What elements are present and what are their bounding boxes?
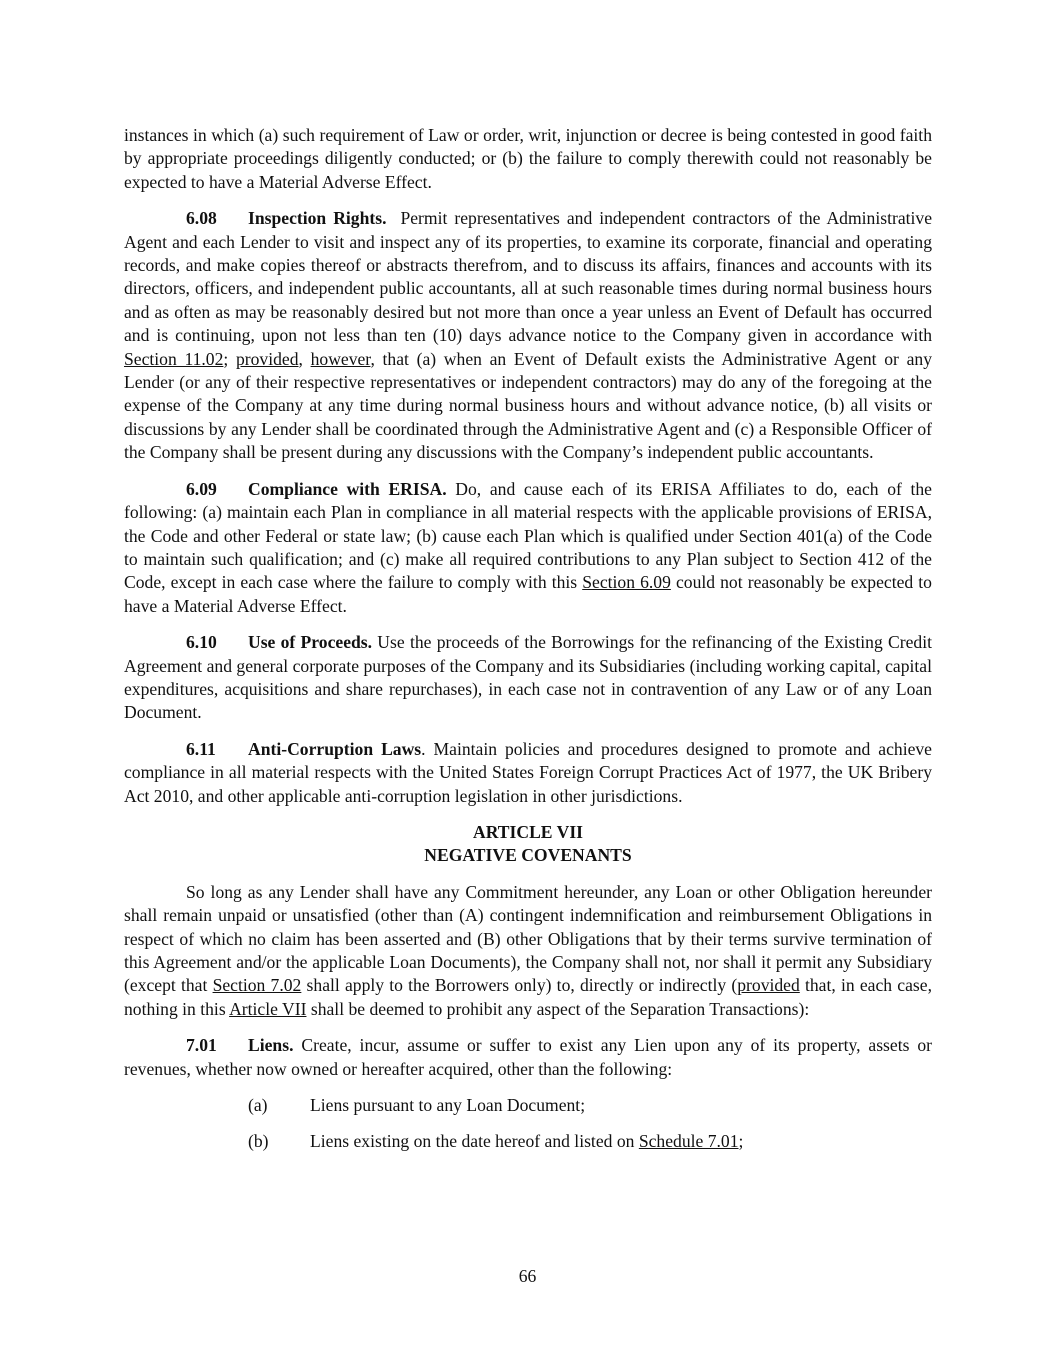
section-title: Liens. bbox=[248, 1035, 294, 1056]
paragraph-text: that, in each case, nothing in this bbox=[124, 975, 932, 1019]
list-item bbox=[248, 1130, 932, 1153]
section-title: Anti-Corruption Laws bbox=[248, 738, 422, 759]
paragraph-text: shall be deemed to prohibit any aspect of the Separation Transactions): bbox=[306, 998, 810, 1019]
document-page bbox=[124, 124, 932, 1167]
section-6-10 bbox=[124, 631, 932, 725]
section-number: 7.01 bbox=[186, 1035, 217, 1056]
however-term: however bbox=[310, 348, 371, 369]
section-title: Use of Proceeds. bbox=[248, 632, 373, 653]
list-item-body: Liens existing on the date hereof and listed on bbox=[310, 1131, 639, 1152]
section-6-11 bbox=[124, 738, 932, 808]
section-number: 6.09 bbox=[186, 478, 217, 499]
section-text: Do, and cause each of its ERISA Affiliates to do, each of the following: (a) maintain each Plan in compliance in all material respects with the applicable provisions of ERISA, the Code and other Federal or state law; (b) cause each Plan which is qualified under Section 401(a) of the Code to maintain such qualification; and (c) make all required contributions to any Plan subject to Section 412 of the Code, except in each case where the failure to comply with this bbox=[124, 478, 932, 593]
paragraph-intro-text: instances in which (a) such requirement of Law or order, writ, injunction or decree is being contested in good faith by appropriate proceedings diligently conducted; or (b) the failure to comply therewith could not reasonably be expected to have a Material Adverse Effect. bbox=[124, 125, 932, 192]
article-intro-paragraph bbox=[124, 881, 932, 1021]
section-6-09-reference: Section 6.09 bbox=[582, 572, 671, 593]
section-title: Inspection Rights. bbox=[248, 208, 387, 229]
paragraph-text: shall apply to the Borrowers only) to, directly or indirectly ( bbox=[301, 975, 738, 996]
section-title: Compliance with ERISA. bbox=[248, 478, 447, 499]
section-text: Use the proceeds of the Borrowings for the refinancing of the Existing Credit Agreement and general corporate purposes of the Company and its Subsidiaries (including working capital, capital expenditures, acquisitions and share repurchases), in each case not in contravention of any Law or of any Loan Document. bbox=[124, 632, 932, 723]
section-7-02-reference: Section 7.02 bbox=[212, 975, 302, 996]
section-text: . Maintain policies and procedures designed to promote and achieve compliance in all material respects with the United States Foreign Corrupt Practices Act of 1977, the UK Bribery Act 2010, and other applicable anti-corruption legislation in other jurisdictions. bbox=[124, 738, 932, 806]
section-text: Permit representatives and independent contractors of the Administrative Agent and each Lender to visit and inspect any of its properties, to examine its corporate, financial and operating records, and make copies thereof or abstracts therefrom, and to discuss its affairs, finances and accounts with its directors, officers, and independent public accountants, all at such reasonable times during normal business hours and as often as may be reasonably desired but not more than once a year unless an Event of Default has occurred and is continuing, upon not less than ten (10) days advance notice to the Company given in accordance with bbox=[124, 208, 933, 346]
list-item bbox=[248, 1094, 932, 1117]
article-heading bbox=[124, 821, 932, 868]
section-number: 6.08 bbox=[186, 208, 217, 229]
section-text: could not reasonably be expected to have a Material Adverse Effect. bbox=[124, 572, 932, 616]
article-vii-reference: Article VII bbox=[229, 998, 307, 1019]
separator: , bbox=[298, 348, 311, 369]
separator: ; bbox=[223, 348, 236, 369]
section-text: Create, incur, assume or suffer to exist any Lien upon any of its property, assets or revenues, whether now owned or hereafter acquired, other than the following: bbox=[124, 1035, 932, 1079]
section-11-02-reference: Section 11.02 bbox=[124, 348, 224, 369]
list-item-text bbox=[310, 1130, 743, 1153]
schedule-7-01-reference: Schedule 7.01 bbox=[638, 1131, 739, 1152]
section-6-09 bbox=[124, 478, 932, 618]
list-item-text bbox=[310, 1094, 585, 1117]
list-item-body: Liens pursuant to any Loan Document; bbox=[310, 1095, 586, 1116]
page-number: 66 bbox=[518, 1266, 537, 1286]
article-title: NEGATIVE COVENANTS bbox=[424, 845, 632, 866]
provided-term: provided bbox=[737, 975, 800, 996]
paragraph-text: So long as any Lender shall have any Commitment hereunder, any Loan or other Obligation hereunder shall remain unpaid or unsatisfied (other than (A) contingent indemnification and reimbursement Obligations in respect of which no claim has been asserted and (B) other Obligations that by their terms survive termination of this Agreement and/or the applicable Loan Documents), the Company shall not, nor shall it permit any Subsidiary (except that bbox=[124, 881, 932, 996]
list-item-label: (a) bbox=[248, 1095, 268, 1116]
article-number: ARTICLE VII bbox=[472, 821, 584, 842]
section-number: 6.10 bbox=[186, 632, 217, 653]
list-item-tail: ; bbox=[738, 1131, 744, 1152]
provided-term: provided bbox=[235, 348, 299, 369]
section-6-08 bbox=[124, 207, 932, 464]
list-item-label: (b) bbox=[248, 1131, 269, 1152]
paragraph-intro bbox=[124, 124, 932, 194]
section-text: , that (a) when an Event of Default exists the Administrative Agent or any Lender (or any of their respective representatives or independent contractors) may do any of the foregoing at the expense of the Company at any time during normal business hours and without advance notice, (b) all visits or discussions by any Lender shall be coordinated through the Administrative Agent and (c) a Responsible Officer of the Company shall be present during any discussions with the Company’s independent public accountants. bbox=[124, 348, 932, 463]
section-number: 6.11 bbox=[186, 738, 216, 759]
section-7-01 bbox=[124, 1034, 932, 1081]
